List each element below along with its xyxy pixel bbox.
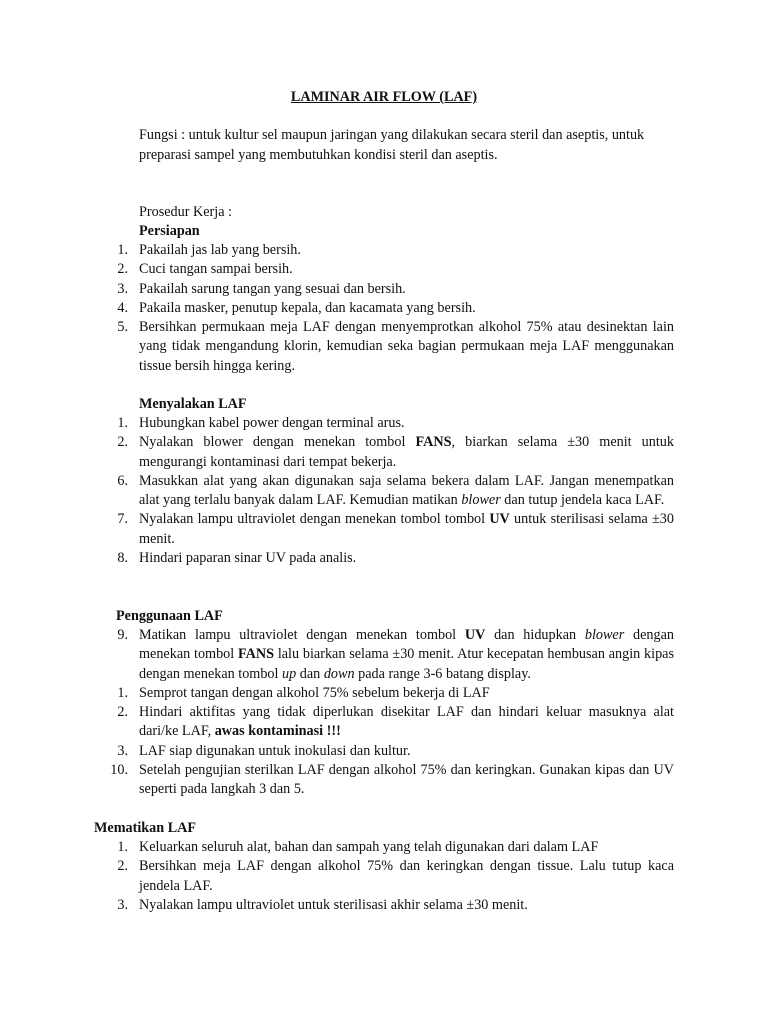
bold-term: awas kontaminasi !!!: [214, 723, 341, 740]
item-text: LAF siap digunakan untuk inokulasi dan kultur.: [139, 742, 411, 759]
italic-term: down: [323, 665, 355, 682]
text-run: Matikan lampu ultraviolet dengan menekan tombol: [139, 627, 465, 643]
menyalakan-list: [0, 414, 768, 568]
bold-term: FANS: [238, 646, 275, 663]
italic-term: blower: [584, 627, 625, 643]
item-text: Cuci tangan sampai bersih.: [139, 261, 293, 278]
text-run: pada range 3-6 batang display.: [354, 665, 531, 682]
list-item: [0, 472, 768, 511]
item-number: 2.: [117, 858, 128, 875]
item-text: [139, 703, 674, 742]
item-number: 2.: [117, 434, 128, 451]
item-number: 8.: [117, 550, 128, 567]
text-run: , biarkan selama ±30 menit untuk mengurangi kontaminasi dari tempat bekerja.: [139, 434, 674, 470]
list-item: [0, 703, 768, 742]
list-item: [0, 761, 768, 800]
list-item: [0, 299, 768, 318]
list-item: [0, 318, 768, 376]
item-number: 3.: [117, 896, 128, 913]
item-number: 9.: [117, 627, 128, 643]
bold-term: UV: [464, 627, 486, 643]
item-number: 1.: [117, 684, 128, 701]
item-number: 4.: [117, 299, 128, 316]
list-item: [0, 684, 768, 703]
list-item: [0, 510, 768, 549]
mematikan-list: [0, 838, 768, 915]
persiapan-list: [0, 241, 768, 376]
item-text: Bersihkan meja LAF dengan alkohol 75% dan keringkan dengan tissue. Lalu tutup kaca jendela LAF.: [139, 858, 674, 894]
menyalakan-heading: Menyalakan LAF: [139, 396, 247, 412]
text-run: dengan menekan tombol: [139, 627, 674, 663]
item-text: Nyalakan lampu ultraviolet untuk sterilisasi akhir selama ±30 menit.: [139, 896, 528, 913]
item-text: Pakailah sarung tangan yang sesuai dan bersih.: [139, 280, 406, 297]
item-number: 7.: [117, 511, 128, 528]
text-run: dan: [296, 665, 324, 682]
list-item: [0, 626, 768, 684]
mematikan-heading: Mematikan LAF: [94, 820, 197, 836]
list-item: [0, 896, 768, 915]
item-text: [139, 510, 674, 549]
text-run: dan hidupkan: [485, 627, 585, 643]
item-number: 3.: [117, 280, 128, 297]
text-run: dan tutup jendela kaca LAF.: [500, 492, 665, 509]
item-text: [139, 626, 674, 684]
text-run: untuk sterilisasi selama ±30 menit.: [139, 511, 674, 547]
list-item: [0, 433, 768, 472]
item-number: 1.: [117, 415, 128, 431]
penggunaan-list: [0, 626, 768, 800]
italic-term: up: [282, 665, 297, 682]
text-run: Masukkan alat yang akan digunakan saja selama bekera dalam LAF. Jangan menempatkan alat yang terlalu banyak dalam LAF. Kemudian matikan: [139, 472, 674, 509]
item-number: 5.: [117, 319, 128, 336]
item-text: Keluarkan seluruh alat, bahan dan sampah yang telah digunakan dari dalam LAF: [139, 839, 599, 855]
item-text: Hindari paparan sinar UV pada analis.: [139, 550, 357, 567]
list-item: [0, 742, 768, 761]
item-number: 1.: [117, 839, 128, 855]
item-number: 10.: [110, 762, 128, 779]
item-number: 1.: [117, 242, 128, 258]
list-item: [0, 838, 768, 857]
intro-paragraph: Fungsi : untuk kultur sel maupun jaringan yang dilakukan secara steril dan aseptis, untuk preparasi sampel yang membutuhkan kondisi steril dan aseptis.: [139, 127, 645, 163]
text-run: Nyalakan blower dengan menekan tombol: [139, 434, 416, 451]
bold-term: FANS: [415, 434, 452, 451]
list-item: [0, 549, 768, 568]
item-number: 2.: [117, 704, 128, 721]
prosedur-label: Prosedur Kerja :: [139, 204, 232, 220]
item-number: 2.: [117, 261, 128, 278]
bold-term: UV: [489, 511, 510, 528]
italic-term: blower: [461, 492, 501, 509]
item-number: 6.: [117, 472, 128, 489]
list-item: [0, 280, 768, 299]
text-run: Nyalakan lampu ultraviolet dengan menekan tombol tombol: [139, 511, 490, 528]
list-item: [0, 857, 768, 896]
item-number: 3.: [117, 742, 128, 759]
item-text: Setelah pengujian sterilkan LAF dengan alkohol 75% dan keringkan. Gunakan kipas dan UV seperti pada langkah 3 dan 5.: [139, 762, 674, 798]
text-run: lalu biarkan selama ±30 menit. Atur kecepatan hembusan angin kipas dengan menekan tombol: [139, 646, 674, 682]
text-run: Hindari aktifitas yang tidak diperlukan disekitar LAF dan hindari keluar masuknya alat dari/ke LAF,: [139, 704, 674, 740]
item-text: [139, 472, 674, 511]
penggunaan-heading: Penggunaan LAF: [116, 608, 223, 624]
item-text: Hubungkan kabel power dengan terminal arus.: [139, 415, 405, 431]
list-item: [0, 414, 768, 433]
item-text: [139, 433, 674, 472]
persiapan-heading: Persiapan: [139, 223, 200, 239]
item-text: Pakaila masker, penutup kepala, dan kacamata yang bersih.: [139, 299, 476, 316]
item-text: Pakailah jas lab yang bersih.: [139, 242, 301, 258]
item-text: Semprot tangan dengan alkohol 75% sebelum bekerja di LAF: [139, 684, 490, 701]
list-item: [0, 241, 768, 260]
item-text: Bersihkan permukaan meja LAF dengan menyemprotkan alkohol 75% atau desinektan lain yang tidak mengandung klorin, kemudian seka bagian permukaan meja LAF menggunakan tissue bersih hingga kering.: [139, 319, 674, 374]
list-item: [0, 260, 768, 279]
document-title: LAMINAR AIR FLOW (LAF): [290, 89, 478, 105]
